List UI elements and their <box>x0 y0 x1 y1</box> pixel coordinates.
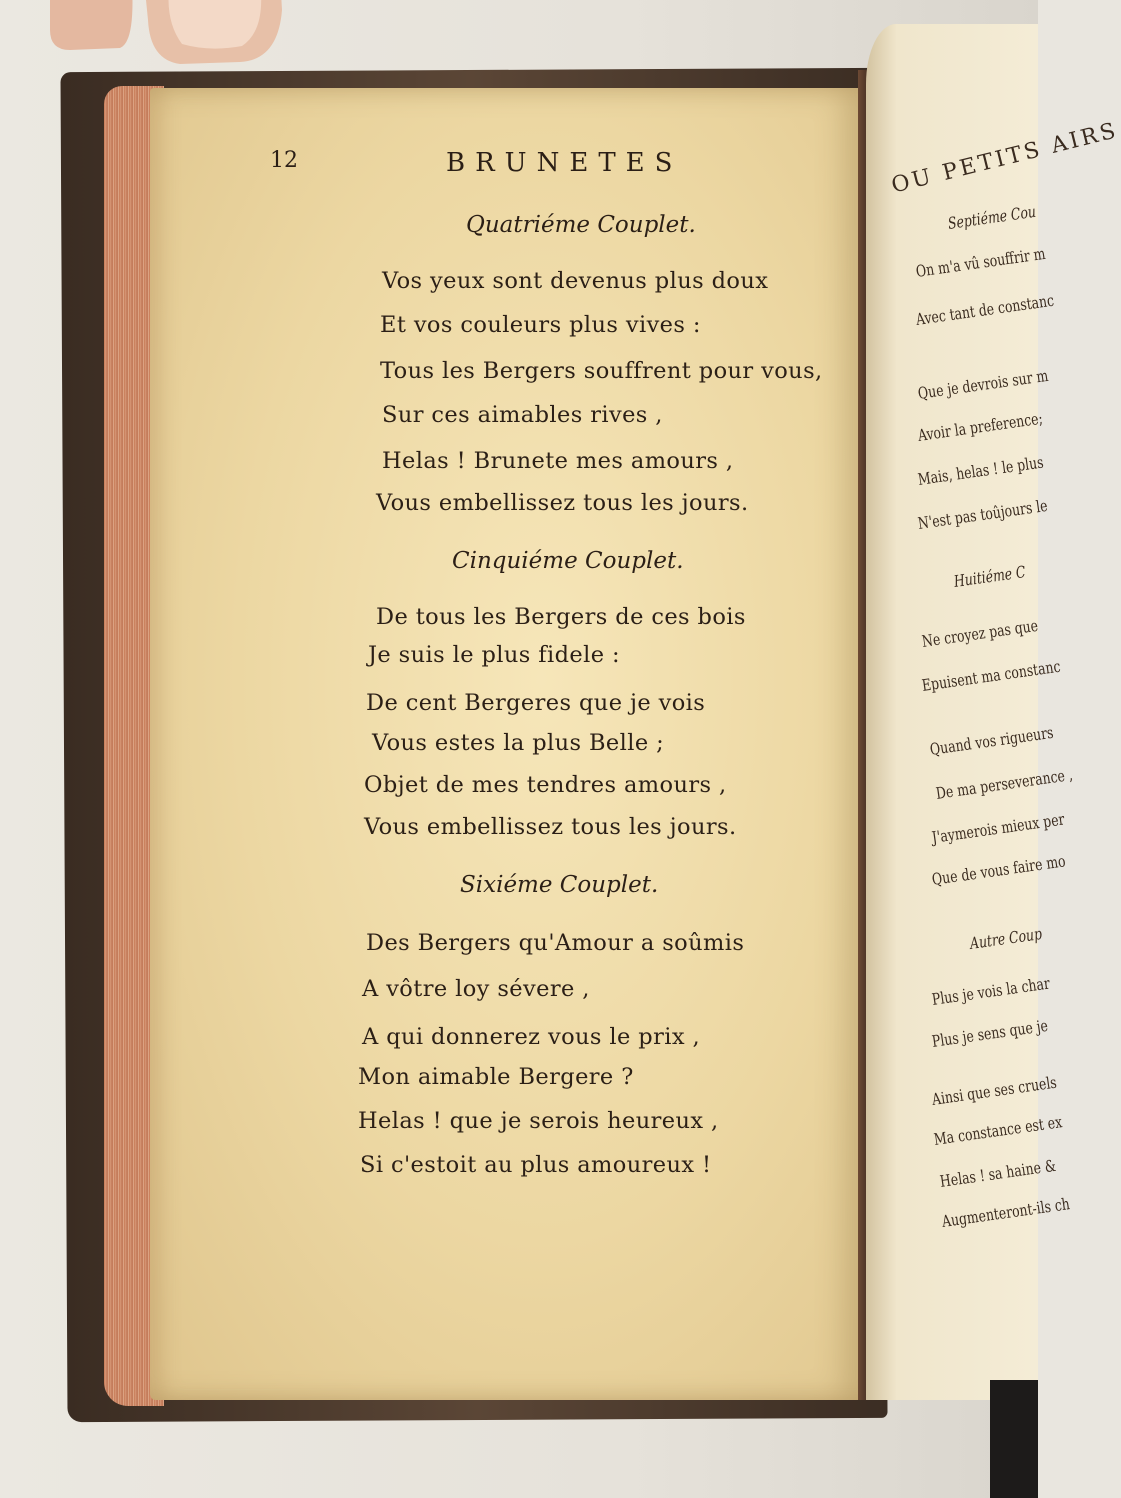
verse-line: Vous estes la plus Belle ; <box>372 730 665 756</box>
verse-line: Je suis le plus fidele : <box>368 642 620 668</box>
right-verse-line: Que de vous faire mo <box>930 851 1067 889</box>
right-verse-line: Ainsi que ses cruels <box>930 1072 1058 1109</box>
verse-line: Sur ces aimables rives , <box>382 402 663 428</box>
verse-line: Mon aimable Bergere ? <box>358 1064 634 1090</box>
verse-line: A vôtre loy sévere , <box>362 976 590 1002</box>
verse-line: Vous embellissez tous les jours. <box>376 490 749 516</box>
right-verse-line: Plus je sens que je <box>930 1015 1050 1051</box>
right-verse-line: N'est pas toûjours le <box>916 495 1049 533</box>
verse-line: Objet de mes tendres amours , <box>364 772 727 798</box>
verse-line: A qui donnerez vous le prix , <box>362 1024 701 1050</box>
verse-line: Des Bergers qu'Amour a soûmis <box>366 930 745 956</box>
right-couplet-title: Autre Coup <box>968 924 1044 953</box>
right-verse-line: De ma perseverance , <box>934 764 1074 803</box>
right-verse-line: Plus je vois la char <box>930 973 1051 1009</box>
right-verse-line: Helas ! sa haine & <box>938 1155 1058 1191</box>
right-running-head: OU PETITS AIRS <box>888 118 1121 199</box>
right-verse-line: J'aymerois mieux per <box>930 809 1066 847</box>
page-number: 12 <box>270 148 298 173</box>
right-verse-line: Epuisent ma constanc <box>920 656 1062 695</box>
verse-line: De cent Bergeres que je vois <box>366 690 706 716</box>
couplet-title: Quatriéme Couplet. <box>466 212 696 238</box>
right-verse-line: Que je devrois sur m <box>916 365 1050 403</box>
verse-line: Helas ! que je serois heureux , <box>358 1108 719 1134</box>
verse-line: De tous les Bergers de ces bois <box>376 604 746 630</box>
right-verse-line: Mais, helas ! le plus <box>916 452 1045 489</box>
right-verse-line: Ma constance est ex <box>932 1112 1064 1149</box>
verse-line: Tous les Bergers souffrent pour vous, <box>380 358 823 384</box>
right-verse-line: Augmenteront-ils ch <box>940 1194 1071 1231</box>
right-couplet-title: Septiéme Cou <box>946 201 1038 233</box>
running-head-title: BRUNETES <box>446 148 683 178</box>
right-couplet-title: Huitiéme C <box>952 562 1027 591</box>
verse-line: Et vos couleurs plus vives : <box>380 312 701 338</box>
verse-line: Si c'estoit au plus amoureux ! <box>360 1152 712 1178</box>
verse-line: Vous embellissez tous les jours. <box>364 814 737 840</box>
couplet-title: Cinquiéme Couplet. <box>452 548 684 574</box>
right-verse-line: On m'a vû souffrir m <box>914 243 1047 281</box>
right-verse-line: Avec tant de constanc <box>914 290 1056 329</box>
verse-line: Vos yeux sont devenus plus doux <box>382 268 769 294</box>
thumb-shape <box>10 0 282 140</box>
couplet-title: Sixiéme Couplet. <box>460 872 659 898</box>
right-verse-line: Quand vos rigueurs <box>928 722 1055 759</box>
table-edge <box>990 1380 1038 1498</box>
right-verse-line: Ne croyez pas que <box>920 615 1040 651</box>
verse-line: Helas ! Brunete mes amours , <box>382 448 734 474</box>
thumb <box>10 0 282 140</box>
right-verse-line: Avoir la preference; <box>916 408 1044 445</box>
right-page <box>866 24 1121 1400</box>
